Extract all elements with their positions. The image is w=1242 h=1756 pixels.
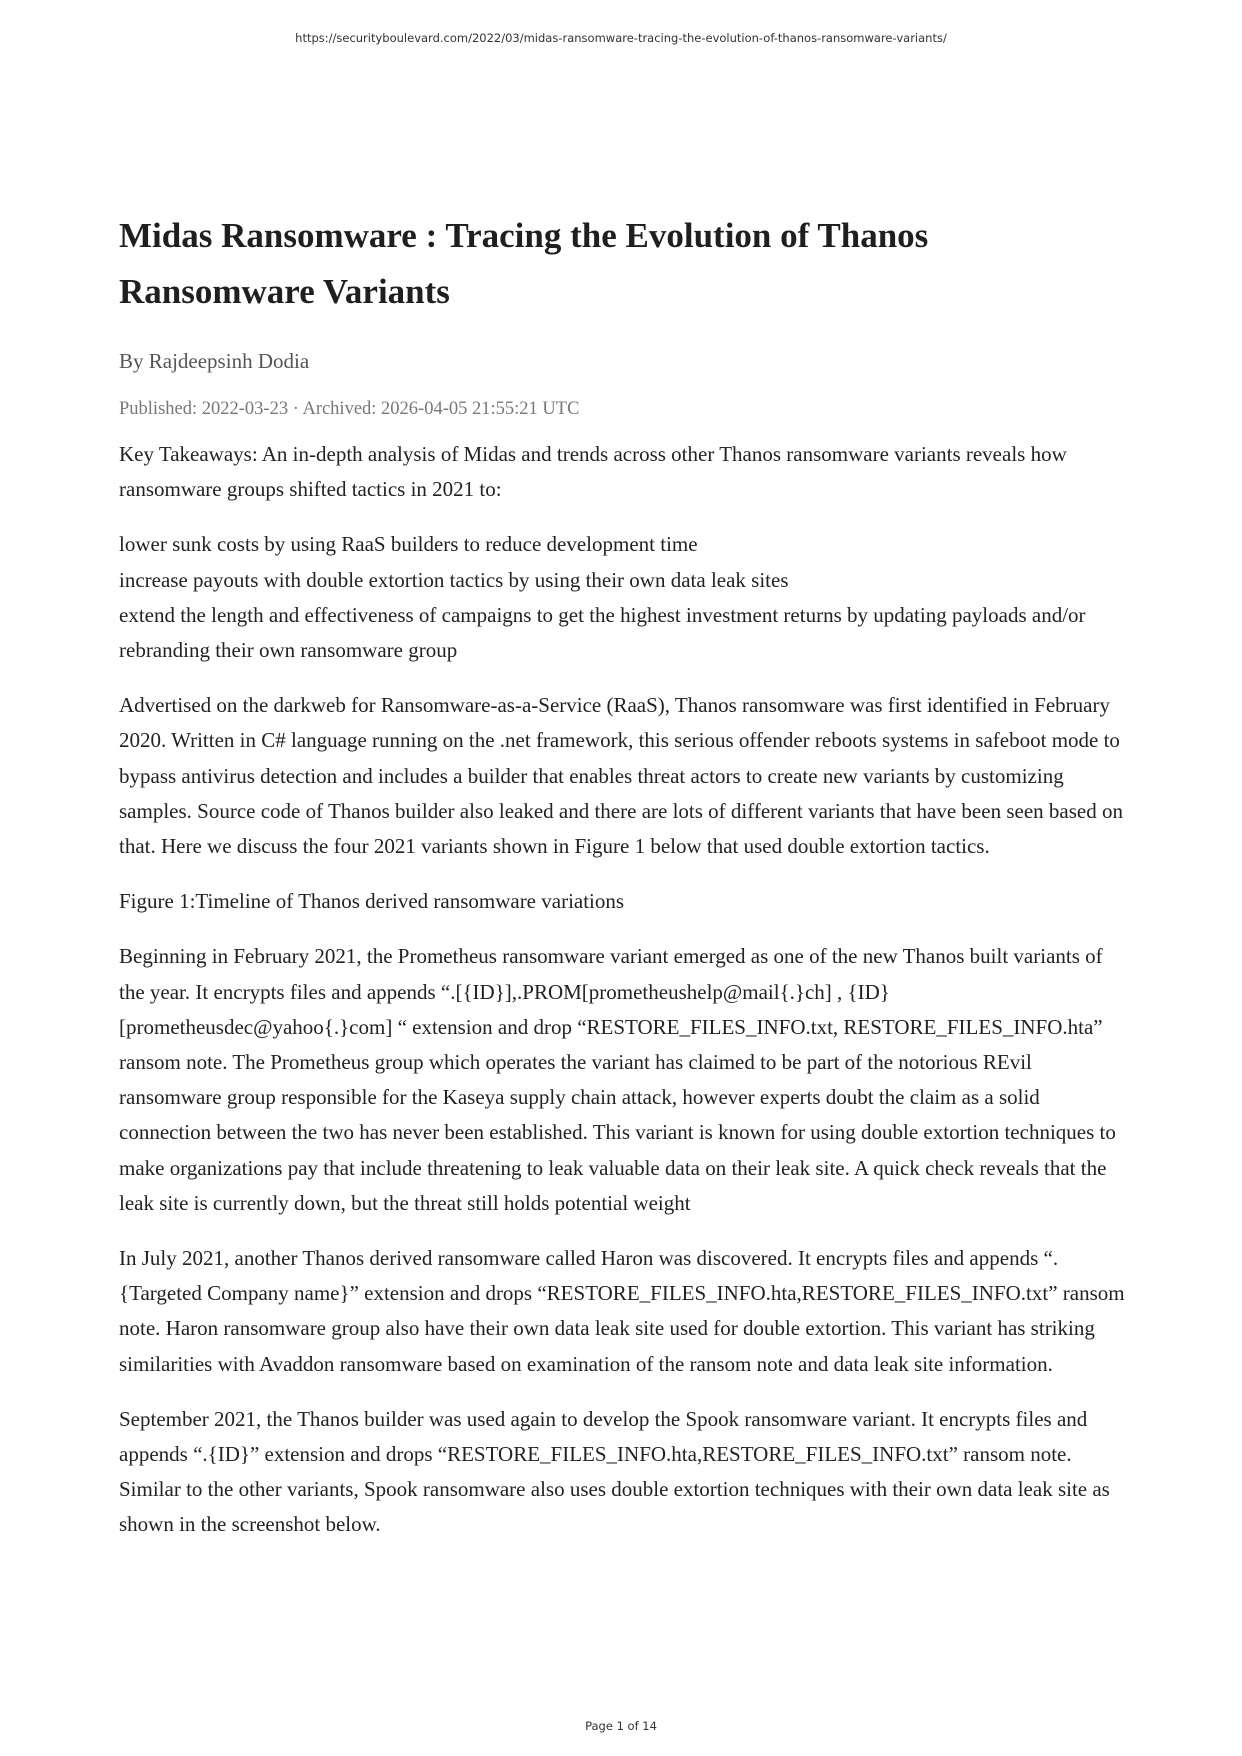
spook-paragraph: September 2021, the Thanos builder was used again to develop the Spook ransomware variant. It encrypts files and appends “.{ID}” extension and drops “RESTORE_FILES_INFO.hta,RESTORE_FILES_INFO.txt” ransom note. Similar to the other variants, Spook ransomware also uses double extortion techniques with their own data leak site as shown in the screenshot below. xyxy=(119,1406,1110,1537)
article xyxy=(119,208,1129,1543)
takeaway-item: lower sunk costs by using RaaS builders to reduce development time xyxy=(119,532,698,557)
thanos-overview-paragraph: Advertised on the darkweb for Ransomware-as-a-Service (RaaS), Thanos ransomware was first identified in February 2020. Written in C# language running on the .net framework, this serious offender reboots systems in safeboot mode to bypass antivirus detection and includes a builder that enables threat actors to create new variants by customizing samples. Source code of Thanos builder also leaked and there are lots of different variants that have been seen based on that. Here we discuss the four 2021 variants shown in Figure 1 below that used double extortion tactics. xyxy=(119,693,1123,859)
key-takeaways-intro: Key Takeaways: An in-depth analysis of Midas and trends across other Thanos ransomware variants reveals how ransomware groups shifted tactics in 2021 to: xyxy=(119,442,1067,502)
page-number: Page 1 of 14 xyxy=(585,1719,657,1733)
key-takeaways-list xyxy=(119,527,1129,668)
author-byline: By Rajdeepsinh Dodia xyxy=(119,349,310,373)
takeaway-item: extend the length and effectiveness of campaigns to get the highest investment returns by updating payloads and/or rebranding their own ransomware group xyxy=(119,602,1086,663)
figure-caption: Figure 1:Timeline of Thanos derived ransomware variations xyxy=(119,889,625,914)
article-title xyxy=(119,208,1129,320)
source-url[interactable]: https://securityboulevard.com/2022/03/midas-ransomware-tracing-the-evolution-of-thanos-ransomware-variants/ xyxy=(295,31,947,45)
takeaway-item: increase payouts with double extortion tactics by using their own data leak sites xyxy=(119,567,789,592)
article-title-line-2: Ransomware Variants xyxy=(119,272,450,311)
publish-metadata: Published: 2022-03-23 · Archived: 2026-04-05 21:55:21 UTC xyxy=(119,399,580,419)
prometheus-paragraph: Beginning in February 2021, the Prometheus ransomware variant emerged as one of the new Thanos built variants of the year. It encrypts files and appends “.[{ID}],.PROM[prometheushelp@mail{.}ch] , {ID}[prometheusdec@yahoo{.}com] “ extension and drop “RESTORE_FILES_INFO.txt, RESTORE_FILES_INFO.hta” ransom note. The Prometheus group which operates the variant has claimed to be part of the notorious REvil ransomware group responsible for the Kaseya supply chain attack, however experts doubt the claim as a solid connection between the two has never been established. This variant is known for using double extortion techniques to make organizations pay that include threatening to leak valuable data on their leak site. A quick check reveals that the leak site is currently down, but the threat still holds potential weight xyxy=(119,944,1116,1215)
article-title-line-1: Midas Ransomware : Tracing the Evolution of Thanos xyxy=(119,216,929,255)
haron-paragraph: In July 2021, another Thanos derived ransomware called Haron was discovered. It encrypts files and appends “.{Targeted Company name}” extension and drops “RESTORE_FILES_INFO.hta,RESTORE_FILES_INFO.txt” ransom note. Haron ransomware group also have their own data leak site used for double extortion. This variant has striking similarities with Avaddon ransomware based on examination of the ransom note and data leak site information. xyxy=(119,1246,1125,1376)
